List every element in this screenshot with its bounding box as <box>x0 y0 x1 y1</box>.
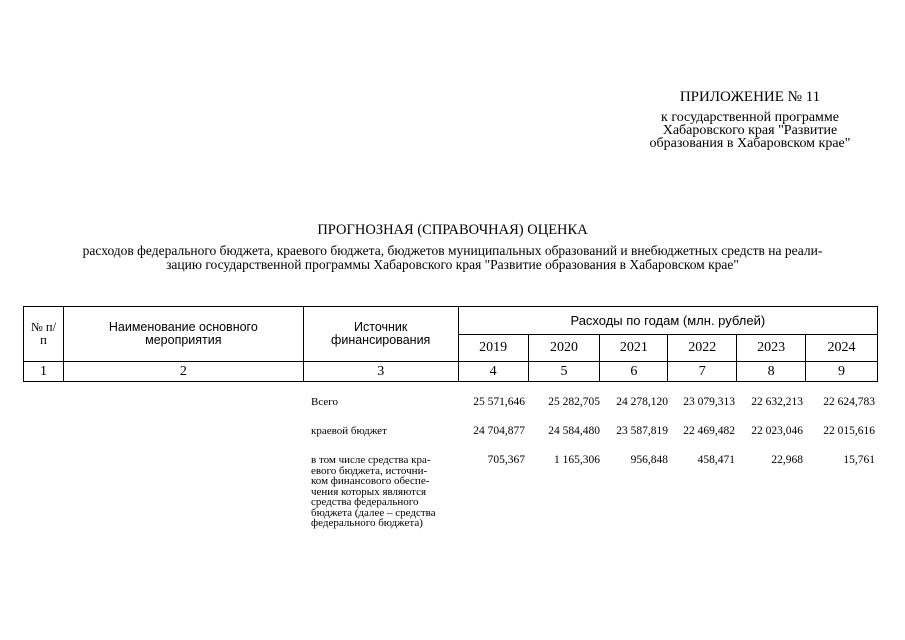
cell-value: 705,367 <box>487 454 525 466</box>
appendix-title: ПРИЛОЖЕНИЕ № 11 <box>679 89 821 105</box>
document-subtitle <box>30 244 875 272</box>
header-year: 2020 <box>528 335 600 362</box>
cell-value: 25 571,646 <box>473 396 525 408</box>
column-index: 6 <box>600 362 668 382</box>
cell-value: 22,968 <box>771 454 803 466</box>
appendix-subtitle <box>600 111 900 150</box>
header-year: 2022 <box>668 335 737 362</box>
cell-value: 23 079,313 <box>683 396 735 408</box>
cell-value: 22 624,783 <box>823 396 875 408</box>
cell-value: 23 587,819 <box>616 425 668 437</box>
row-label-line: евого бюджета, источни- <box>311 464 428 477</box>
column-index: 1 <box>24 362 64 382</box>
cell-value: 22 023,046 <box>751 425 803 437</box>
column-index: 2 <box>63 362 303 382</box>
row-label: краевой бюджет <box>311 425 387 437</box>
row-label-line: в том числе средства кра- <box>311 454 431 466</box>
cell-value: 15,761 <box>843 454 875 466</box>
cell-value: 24 584,480 <box>548 425 600 437</box>
column-index: 3 <box>303 362 458 382</box>
row-label-line: чения которых являются <box>311 485 427 498</box>
header-num-label: № п/п <box>30 320 57 347</box>
subtitle-line: расходов федерального бюджета, краевого бюджета, бюджетов муниципальных образований и внебюджетных средств на реали- <box>82 243 823 258</box>
header-name-label: Наименование основного мероприятия <box>108 320 258 347</box>
row-label-multiline <box>311 455 456 529</box>
row-label-line: ком финансового обеспе- <box>311 475 430 487</box>
header-num <box>24 307 64 362</box>
cell-value: 24 278,120 <box>616 396 668 408</box>
column-index: 8 <box>737 362 806 382</box>
column-index: 4 <box>458 362 528 382</box>
header-year: 2024 <box>806 335 878 362</box>
cell-value: 22 015,616 <box>823 425 875 437</box>
column-index: 9 <box>806 362 878 382</box>
column-index: 7 <box>668 362 737 382</box>
row-label-line: федерального бюджета) <box>311 517 423 529</box>
cell-value: 22 469,482 <box>683 425 735 437</box>
header-source-label: Источник финансирования <box>331 320 431 347</box>
header-name <box>63 307 303 362</box>
cell-value: 25 282,705 <box>548 396 600 408</box>
expenses-table-header <box>23 306 878 382</box>
document-title: ПРОГНОЗНАЯ (СПРАВОЧНАЯ) ОЦЕНКА <box>317 222 588 238</box>
header-years-group: Расходы по годам (млн. рублей) <box>458 307 877 335</box>
cell-value: 956,848 <box>630 454 668 466</box>
row-label: Всего <box>311 396 338 408</box>
appendix-line: образования в Хабаровском крае" <box>649 136 851 151</box>
header-year: 2023 <box>737 335 806 362</box>
cell-value: 22 632,213 <box>751 396 803 408</box>
cell-value: 458,471 <box>697 454 735 466</box>
row-label-line: бюджета (далее – средства <box>311 506 436 519</box>
column-index: 5 <box>528 362 600 382</box>
header-year: 2021 <box>600 335 668 362</box>
appendix-line: Хабаровского края "Развитие <box>662 123 838 138</box>
cell-value: 24 704,877 <box>473 425 525 437</box>
header-year: 2019 <box>458 335 528 362</box>
subtitle-line: зацию государственной программы Хабаровского края "Развитие образования в Хабаровском крае" <box>166 257 739 272</box>
header-source <box>303 307 458 362</box>
row-label-line: средства федерального <box>311 496 419 508</box>
appendix-line: к государственной программе <box>661 110 839 125</box>
cell-value: 1 165,306 <box>554 454 600 466</box>
